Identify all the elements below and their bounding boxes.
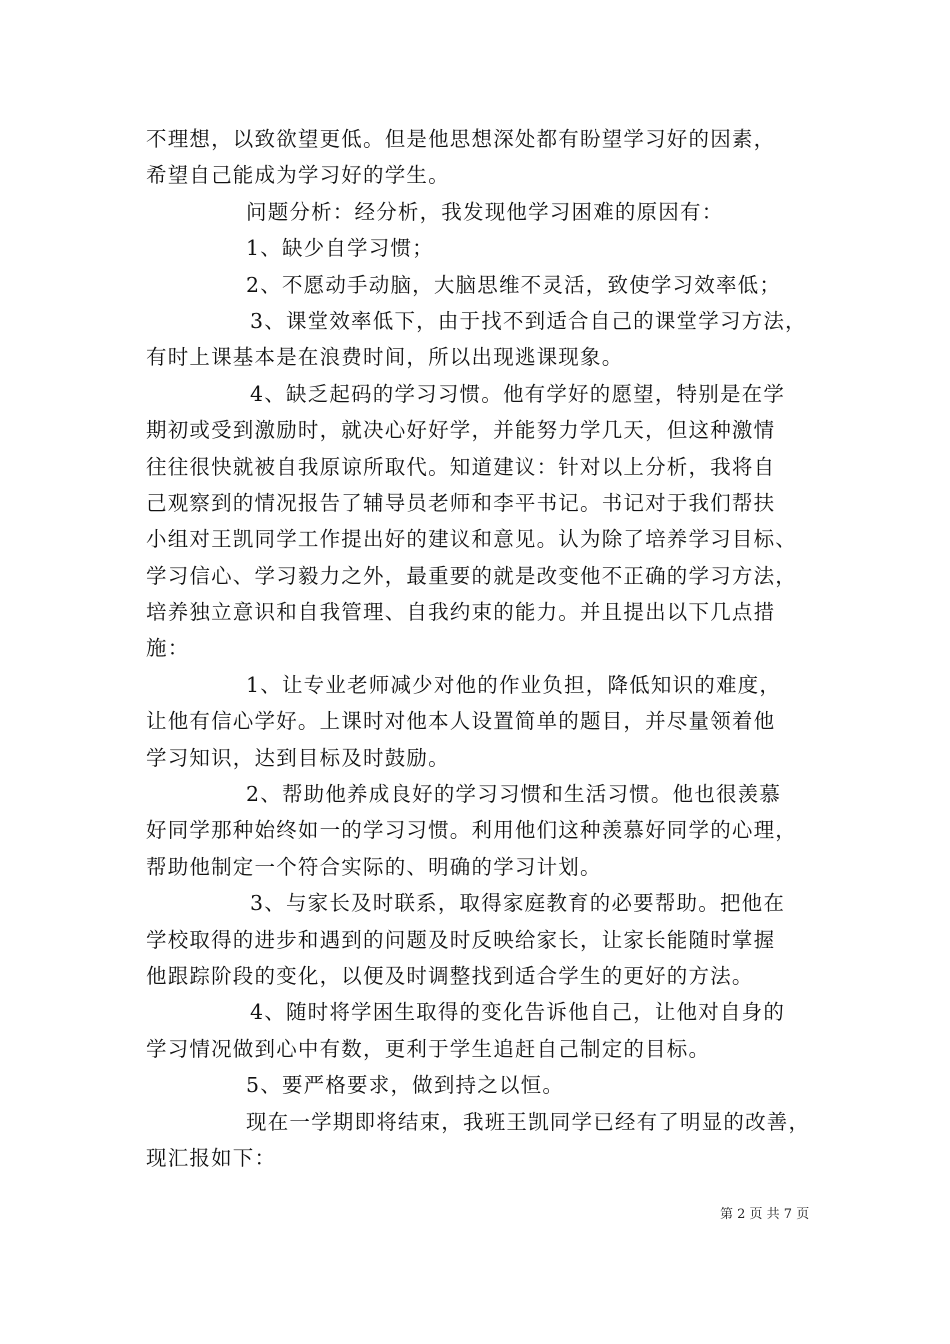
text-line: 学校取得的进步和遇到的问题及时反映给家长，让家长能随时掌握	[146, 927, 776, 952]
text-line: 有时上课基本是在浪费时间，所以出现逃课现象。	[146, 345, 624, 370]
text-line: 问题分析：经分析，我发现他学习困难的原因有：	[246, 199, 724, 224]
text-line: 学习信心、学习毅力之外，最重要的就是改变他不正确的学习方法，	[146, 563, 797, 588]
text-line: 己观察到的情况报告了辅导员老师和李平书记。书记对于我们帮扶	[146, 490, 776, 515]
text-line: 1、让专业老师减少对他的作业负担，降低知识的难度，	[246, 672, 782, 697]
text-line: 他跟踪阶段的变化，以便及时调整找到适合学生的更好的方法。	[146, 963, 754, 988]
text-line: 学习知识，达到目标及时鼓励。	[146, 745, 450, 770]
text-line: 好同学那种始终如一的学习习惯。利用他们这种羡慕好同学的心理，	[146, 818, 797, 843]
text-line: 1、缺少自学习惯；	[246, 236, 434, 261]
text-line: 培养独立意识和自我管理、自我约束的能力。并且提出以下几点措	[146, 600, 776, 625]
text-line: 现汇报如下：	[146, 1145, 277, 1170]
text-line: 4、缺乏起码的学习习惯。他有学好的愿望，特别是在学	[250, 381, 786, 406]
text-line: 小组对王凯同学工作提出好的建议和意见。认为除了培养学习目标、	[146, 527, 797, 552]
text-line: 往往很快就被自我原谅所取代。知道建议：针对以上分析，我将自	[146, 454, 776, 479]
text-line: 3、与家长及时联系，取得家庭教育的必要帮助。把他在	[250, 891, 786, 916]
text-line: 2、不愿动手动脑，大脑思维不灵活，致使学习效率低；	[246, 272, 782, 297]
text-line: 5、要严格要求，做到持之以恒。	[246, 1073, 565, 1098]
text-line: 不理想，以致欲望更低。但是他思想深处都有盼望学习好的因素，	[146, 127, 776, 151]
text-line: 希望自己能成为学习好的学生。	[146, 163, 450, 188]
text-line: 现在一学期即将结束，我班王凯同学已经有了明显的改善，	[246, 1109, 811, 1134]
text-line: 帮助他制定一个符合实际的、明确的学习计划。	[146, 854, 602, 879]
page-number: 第 2 页 共 7 页	[720, 1207, 810, 1222]
text-line: 施：	[146, 636, 190, 661]
document-body	[146, 121, 810, 1176]
text-line: 4、随时将学困生取得的变化告诉他自己，让他对自身的	[250, 1000, 786, 1025]
text-line: 3、课堂效率低下，由于找不到适合自己的课堂学习方法，	[250, 308, 807, 333]
text-line: 2、帮助他养成良好的学习习惯和生活习惯。他也很羡慕	[246, 782, 782, 807]
text-line: 学习情况做到心中有数，更利于学生追赶自己制定的目标。	[146, 1036, 711, 1061]
text-line: 让他有信心学好。上课时对他本人设置简单的题目，并尽量领着他	[146, 709, 776, 734]
text-line: 期初或受到激励时，就决心好好学，并能努力学几天，但这种激情	[146, 418, 776, 443]
